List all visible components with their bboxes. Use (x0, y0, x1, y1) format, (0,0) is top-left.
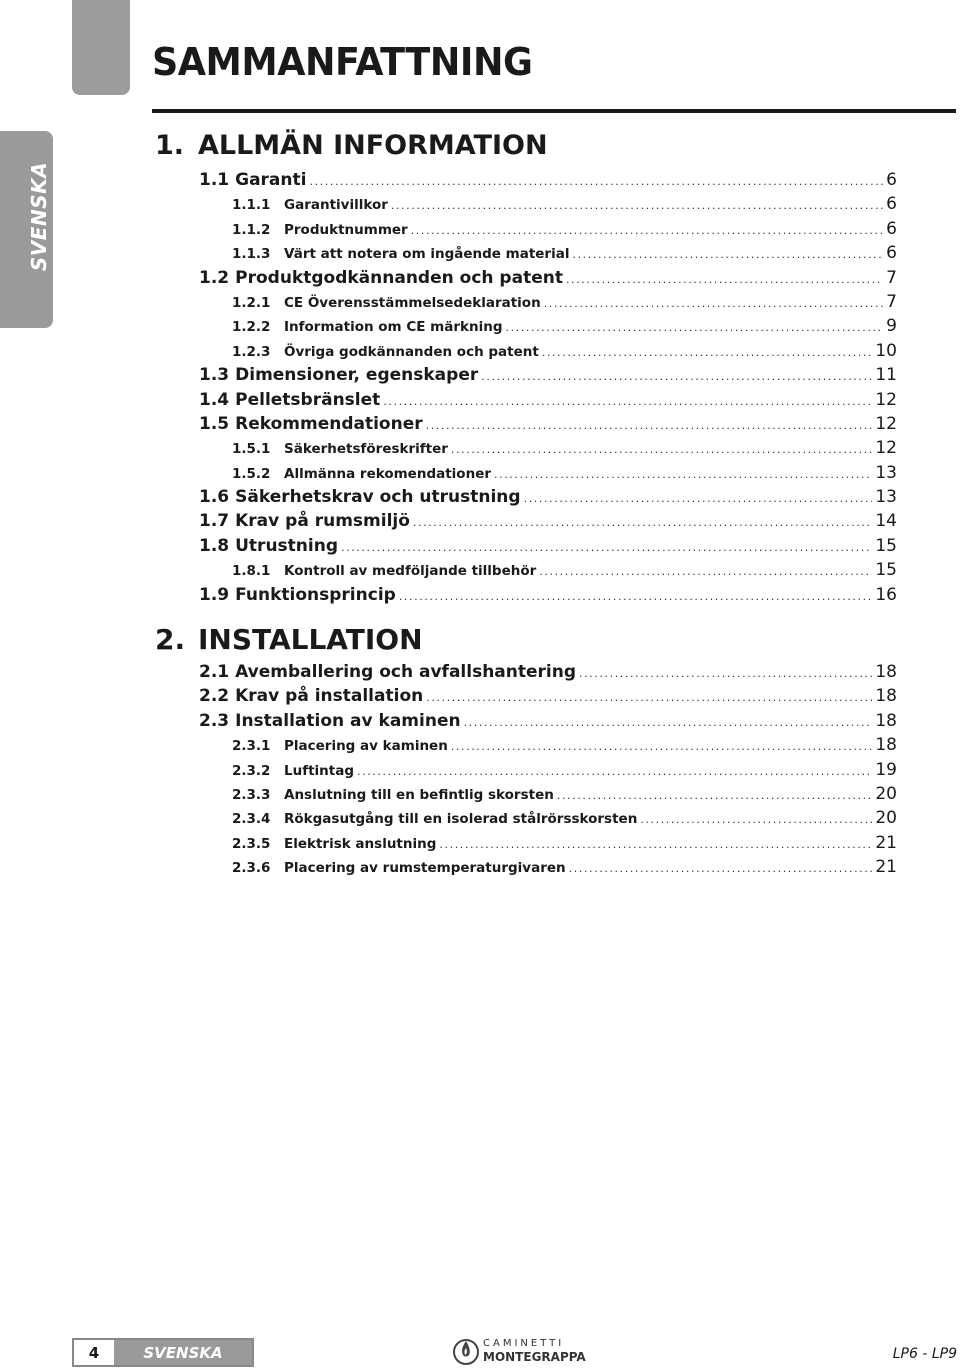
toc-entry[interactable] (199, 806, 897, 830)
toc-entry-label: Rekommendationer (235, 413, 423, 434)
toc-entry-number: 1.2.1 (232, 294, 271, 311)
toc-entry-page: 10 (875, 340, 897, 361)
toc-entry-page: 12 (875, 389, 897, 410)
toc-leader-dots (426, 686, 872, 708)
toc-entry[interactable] (199, 733, 897, 757)
toc-entry[interactable] (199, 831, 897, 855)
toc-entry-number: 1.5 (199, 413, 230, 434)
toc-leader-dots (383, 390, 872, 412)
toc-entry-number: 2.2 (199, 686, 230, 707)
toc-entry-page: 18 (875, 662, 897, 682)
toc-entry-page: 19 (875, 759, 897, 780)
toc-entry[interactable] (199, 241, 897, 265)
toc-entry-number: 1.1.2 (232, 221, 271, 238)
toc-entry-label: CE Överensstämmelsedeklaration (284, 294, 541, 311)
language-side-tab-label: SVENSKA (26, 161, 51, 272)
toc-entry-number: 1.5.1 (232, 441, 271, 458)
toc-leader-dots (464, 711, 873, 733)
toc-entry-label: Produktnummer (284, 221, 408, 238)
toc-leader-dots (411, 219, 883, 241)
toc-entry[interactable] (199, 485, 897, 509)
toc-list-section-2 (199, 660, 897, 880)
toc-entry-number: 1.7 (199, 511, 230, 532)
toc-leader-dots (451, 735, 873, 757)
toc-entry[interactable] (199, 534, 897, 558)
toc-entry-page: 12 (875, 413, 897, 434)
toc-entry[interactable] (199, 339, 897, 363)
toc-entry-label: Garanti (235, 170, 307, 190)
footer-language: SVENSKA (143, 1343, 223, 1362)
toc-entry-page: 21 (875, 832, 897, 853)
toc-entry[interactable] (199, 583, 897, 607)
model-label: LP6 - LP9 (892, 1346, 957, 1362)
toc-leader-dots (542, 341, 873, 363)
toc-leader-dots (391, 194, 883, 216)
toc-entry-number: 1.1.3 (232, 246, 271, 263)
toc-entry-label: Installation av kaminen (235, 710, 461, 731)
toc-entry-page: 14 (875, 511, 897, 532)
toc-entry-number: 1.4 (199, 389, 230, 410)
page-number: 4 (74, 1340, 114, 1365)
title-divider (152, 109, 956, 113)
section-title: INSTALLATION (198, 623, 423, 656)
toc-entry-page: 18 (875, 710, 897, 731)
toc-entry-page: 15 (875, 560, 897, 581)
toc-entry-label: Kontroll av medföljande tillbehör (284, 563, 537, 580)
toc-entry[interactable] (199, 758, 897, 782)
toc-entry[interactable] (199, 855, 897, 879)
toc-leader-dots (451, 438, 872, 460)
toc-entry-label: Luftintag (284, 762, 355, 779)
toc-entry-page: 21 (875, 857, 897, 878)
toc-entry-number: 2.3.2 (232, 762, 271, 779)
toc-entry[interactable] (199, 509, 897, 533)
toc-entry-label: Placering av kaminen (284, 738, 448, 755)
toc-entry-number: 2.3.3 (232, 786, 271, 803)
toc-entry-page: 18 (875, 686, 897, 707)
toc-leader-dots (572, 243, 883, 265)
toc-leader-dots (524, 487, 873, 509)
top-tab-decoration (72, 0, 130, 95)
toc-leader-dots (505, 316, 883, 338)
toc-entry-page: 20 (875, 783, 897, 804)
toc-entry-page: 9 (886, 316, 897, 337)
footer-page-tab (72, 1338, 254, 1367)
section-number: 1. (155, 130, 185, 161)
toc-leader-dots (569, 857, 873, 879)
toc-entry-number: 2.3 (199, 710, 230, 731)
flame-logo-icon (453, 1336, 479, 1366)
toc-entry-page: 12 (875, 438, 897, 459)
toc-entry-number: 2.3.5 (232, 835, 271, 852)
brand-name-top: CAMINETTI (483, 1338, 565, 1349)
toc-entry-label: Produktgodkännanden och patent (235, 267, 563, 288)
toc-list-section-1 (199, 168, 897, 607)
toc-entry-page: 16 (875, 584, 897, 605)
toc-entry-page: 6 (886, 170, 897, 190)
toc-entry-page: 11 (875, 365, 897, 386)
toc-leader-dots (413, 511, 872, 533)
language-side-tab (0, 131, 53, 328)
toc-leader-dots (579, 662, 872, 684)
toc-entry-label: Säkerhetskrav och utrustning (235, 487, 521, 508)
toc-entry-number: 1.2 (199, 267, 230, 288)
toc-entry-number: 2.1 (199, 662, 230, 682)
toc-entry-number: 1.3 (199, 365, 230, 386)
toc-entry[interactable] (199, 266, 897, 290)
section-heading-1 (155, 130, 548, 161)
toc-entry-label: Anslutning till en befintlig skorsten (284, 786, 554, 803)
toc-entry-label: Elektrisk anslutning (284, 835, 437, 852)
toc-entry-label: Placering av rumstemperaturgivaren (284, 860, 566, 877)
toc-entry[interactable] (199, 684, 897, 708)
toc-entry-page: 6 (886, 243, 897, 264)
toc-entry-number: 1.1 (199, 170, 230, 190)
toc-entry[interactable] (199, 412, 897, 436)
toc-entry-page: 15 (875, 535, 897, 556)
toc-entry[interactable] (199, 168, 897, 192)
toc-entry-label: Utrustning (235, 535, 338, 556)
toc-leader-dots (399, 585, 873, 607)
toc-entry-page: 6 (886, 218, 897, 239)
brand-name-bottom: MONTEGRAPPA (483, 1350, 586, 1364)
toc-entry-number: 2.3.6 (232, 860, 271, 877)
toc-entry-number: 1.8.1 (232, 563, 271, 580)
toc-entry[interactable] (199, 388, 897, 412)
toc-entry-label: Krav på installation (235, 686, 424, 707)
toc-entry-label: Allmänna rekomendationer (284, 465, 492, 482)
toc-leader-dots (309, 170, 883, 192)
toc-leader-dots (544, 292, 883, 314)
toc-entry-number: 2.3.1 (232, 738, 271, 755)
toc-entry-page: 7 (886, 291, 897, 312)
section-number: 2. (155, 623, 186, 656)
toc-entry-label: Övriga godkännanden och patent (284, 343, 539, 360)
toc-entry-label: Funktionsprincip (235, 584, 396, 605)
toc-entry-label: Rökgasutgång till en isolerad stålrörsskorsten (284, 811, 638, 828)
toc-leader-dots (640, 808, 872, 830)
toc-leader-dots (426, 414, 873, 436)
toc-entry-page: 13 (875, 487, 897, 508)
toc-entry[interactable] (199, 290, 897, 314)
toc-entry-label: Säkerhetsföreskrifter (284, 441, 448, 458)
toc-entry-number: 1.8 (199, 535, 230, 556)
brand-logo (453, 1336, 586, 1366)
toc-entry-label: Krav på rumsmiljö (235, 511, 410, 532)
toc-entry-page: 6 (886, 194, 897, 215)
toc-entry-page: 13 (875, 462, 897, 483)
toc-entry[interactable] (199, 192, 897, 216)
toc-entry[interactable] (199, 660, 897, 684)
toc-entry-label: Garantivillkor (284, 197, 388, 214)
toc-leader-dots (557, 784, 873, 806)
toc-entry[interactable] (199, 782, 897, 806)
toc-entry-label: Dimensioner, egenskaper (235, 365, 479, 386)
toc-entry-page: 18 (875, 735, 897, 756)
toc-entry[interactable] (199, 217, 897, 241)
page-title: SAMMANFATTNING (152, 40, 533, 84)
toc-entry-number: 1.2.2 (232, 319, 271, 336)
toc-entry-label: Information om CE märkning (284, 319, 503, 336)
toc-entry-page: 7 (886, 267, 897, 288)
toc-leader-dots (439, 833, 872, 855)
toc-entry-number: 1.5.2 (232, 465, 271, 482)
toc-entry[interactable] (199, 709, 897, 733)
toc-leader-dots (539, 560, 872, 582)
toc-leader-dots (357, 760, 872, 782)
toc-entry-label: Värt att notera om ingående material (284, 246, 570, 263)
toc-entry[interactable] (199, 436, 897, 460)
section-heading-2 (155, 623, 423, 656)
toc-leader-dots (481, 365, 872, 387)
toc-entry-number: 1.9 (199, 584, 230, 605)
toc-leader-dots (341, 536, 872, 558)
section-title: ALLMÄN INFORMATION (198, 130, 548, 161)
toc-entry-number: 1.6 (199, 487, 230, 508)
toc-entry-label: Pelletsbränslet (235, 389, 381, 410)
toc-entry-number: 2.3.4 (232, 811, 271, 828)
toc-entry[interactable] (199, 461, 897, 485)
toc-entry-page: 20 (875, 808, 897, 829)
toc-entry-number: 1.1.1 (232, 197, 271, 214)
toc-leader-dots (494, 463, 872, 485)
toc-entry[interactable] (199, 314, 897, 338)
toc-entry-number: 1.2.3 (232, 343, 271, 360)
toc-entry[interactable] (199, 558, 897, 582)
toc-leader-dots (566, 268, 883, 290)
toc-entry-label: Avemballering och avfallshantering (235, 662, 577, 682)
toc-entry[interactable] (199, 363, 897, 387)
